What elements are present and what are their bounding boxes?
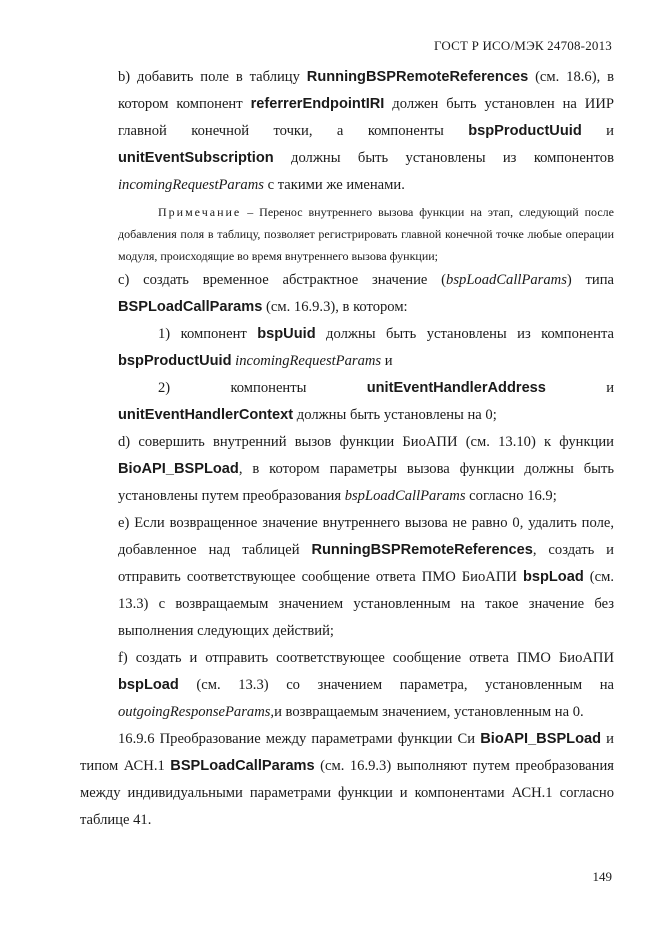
- text: (см. 13.3) со значением параметра, установленным на: [178, 677, 614, 693]
- code-term: BSPLoadCallParams: [170, 758, 315, 774]
- code-term: bspUuid: [257, 326, 316, 342]
- item-c-2: [80, 375, 614, 429]
- code-term: RunningBSPRemoteReferences: [306, 69, 529, 85]
- code-term: unitEventHandlerContext: [118, 407, 294, 423]
- text: f) создать и отправить соответствующее сообщение ответа ПМО БиоАПИ: [118, 650, 614, 666]
- italic-term: incomingRequestParams: [118, 177, 264, 193]
- italic-term: incomingRequestParams: [235, 353, 382, 369]
- code-term: RunningBSPRemoteReferences: [311, 542, 533, 558]
- code-term: bspLoad: [522, 569, 584, 585]
- item-number: 2): [158, 380, 171, 396]
- text: (см. 13.3) с возвращаемым значением установленным на такое значение без выполнения следующих действий;: [118, 569, 614, 639]
- text: с такими же именами.: [263, 177, 405, 193]
- page-body: [80, 64, 614, 834]
- code-term: bspProductUuid: [468, 123, 582, 139]
- page-number: 149: [592, 869, 612, 884]
- item-b: [80, 64, 614, 199]
- text: e) Если возвращенное значение внутреннего вызова не равно 0, удалить поле, добавленное над таблицей: [118, 515, 614, 558]
- italic-term: outgoingResponseParams,: [118, 704, 275, 720]
- text: и: [581, 123, 614, 139]
- running-header: ГОСТ Р ИСО/МЭК 24708-2013: [433, 38, 612, 53]
- text: и: [381, 353, 393, 369]
- section-16-9-6: [80, 726, 614, 834]
- text: должны быть установлены на 0;: [293, 407, 497, 423]
- text: d) совершить внутренний вызов функции БиоАПИ (см. 13.10) к функции: [118, 434, 614, 450]
- item-d: [80, 429, 614, 510]
- text: c) создать временное абстрактное значение (: [118, 272, 447, 288]
- code-term: BSPLoadCallParams: [118, 299, 263, 315]
- text: 1) компонент: [158, 326, 258, 342]
- text: (см. 16.9.3), в котором:: [262, 299, 408, 315]
- text: и возвращаемым значением, установленным на 0.: [274, 704, 584, 720]
- item-c-2-line2: [80, 402, 614, 429]
- code-term: bspProductUuid: [118, 353, 232, 369]
- italic-term: bspLoadCallParams: [446, 272, 567, 288]
- text: (см. 18.6), в котором компонент: [118, 69, 614, 112]
- text: , создать и отправить соответствующее сообщение ответа ПМО БиоАПИ: [118, 542, 614, 585]
- text: b) добавить поле в таблицу: [118, 69, 307, 85]
- item-c: [80, 267, 614, 321]
- code-term: BioAPI_BSPLoad: [118, 461, 239, 477]
- code-term: referrerEndpointIRI: [250, 96, 385, 112]
- text: 16.9.6 Преобразование между параметрами функции Си: [118, 731, 481, 747]
- text: компоненты: [230, 380, 307, 396]
- item-c-2-line1: [80, 375, 614, 402]
- text: должны быть установлены из компонента: [315, 326, 615, 342]
- item-e: [80, 510, 614, 645]
- text: согласно 16.9;: [465, 488, 557, 504]
- italic-term: bspLoadCallParams: [344, 488, 466, 504]
- text: (см. 16.9.3) выполняют путем преобразования между индивидуальными параметрами функции и компонентами АСН.1 согласно таблице 41.: [80, 758, 614, 828]
- note-text: – Перенос внутреннего вызова функции на этап, следующий после добавления поля в таблицу, позволяет регистрировать главной конечной точке любые операции модуля, происходящие во время внутреннего вызова функции;: [118, 205, 614, 263]
- note: [80, 201, 614, 267]
- note-label: Примечание: [158, 205, 242, 219]
- text: , в котором параметры вызова функции должны быть установлены путем преобразования: [118, 461, 614, 504]
- code-term: unitEventSubscription: [118, 150, 274, 166]
- text: и: [606, 380, 614, 396]
- text: и типом АСН.1: [80, 731, 614, 774]
- item-f: [80, 645, 614, 726]
- item-c-1: [80, 321, 614, 375]
- code-term: unitEventHandlerAddress: [366, 380, 546, 396]
- code-term: bspLoad: [118, 677, 179, 693]
- text: должны быть установлены из компонентов: [273, 150, 614, 166]
- text: должен быть установлен на ИИР главной конечной точки, а компоненты: [118, 96, 614, 139]
- text: ) типа: [566, 272, 614, 288]
- code-term: BioAPI_BSPLoad: [480, 731, 602, 747]
